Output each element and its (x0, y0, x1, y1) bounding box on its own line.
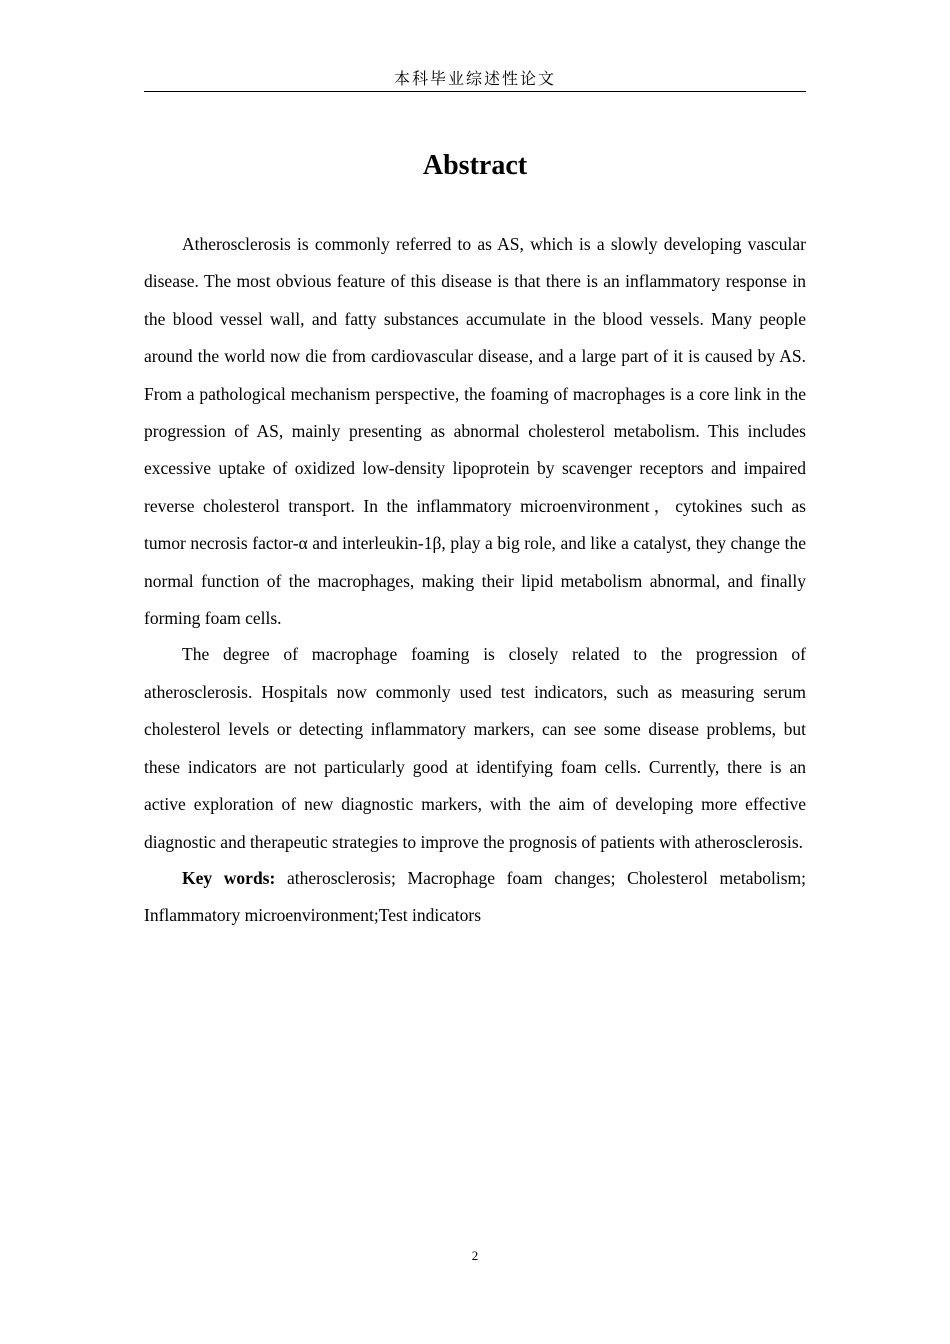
abstract-body (144, 226, 806, 934)
abstract-paragraph-1: Atherosclerosis is commonly referred to as AS, which is a slowly developing vascular disease. The most obvious feature of this disease is that there is an inflammatory response in the blood vessel wall, and fatty substances accumulate in the blood vessels. Many people around the world now die from cardiovascular disease, and a large part of it is caused by AS. From a pathological mechanism perspective, the foaming of macrophages is a core link in the progression of AS, mainly presenting as abnormal cholesterol metabolism. This includes excessive uptake of oxidized low-density lipoprotein by scavenger receptors and impaired reverse cholesterol transport. In the inflammatory microenvironment，cytokines such as tumor necrosis factor-α and interleukin-1β, play a big role, and like a catalyst, they change the normal function of the macrophages, making their lipid metabolism abnormal, and finally forming foam cells. (144, 234, 806, 629)
abstract-paragraph-2: The degree of macrophage foaming is closely related to the progression of atherosclerosis. Hospitals now commonly used test indicators, such as measuring serum cholesterol levels or detecting inflammatory markers, can see some disease problems, but these indicators are not particularly good at identifying foam cells. Currently, there is an active exploration of new diagnostic markers, with the aim of developing more effective diagnostic and therapeutic strategies to improve the prognosis of patients with atherosclerosis. (144, 644, 806, 852)
keywords-paragraph (144, 860, 806, 935)
abstract-title: Abstract (422, 150, 528, 181)
page-number: 2 (471, 1248, 479, 1263)
keywords-text: atherosclerosis; Macrophage foam changes; Cholesterol metabolism; Inflammatory microenvironment;Test indicators (144, 867, 806, 926)
header-divider (144, 91, 806, 92)
running-header: 本科毕业综述性论文 (393, 69, 556, 88)
keywords-label: Key words: (182, 867, 276, 888)
